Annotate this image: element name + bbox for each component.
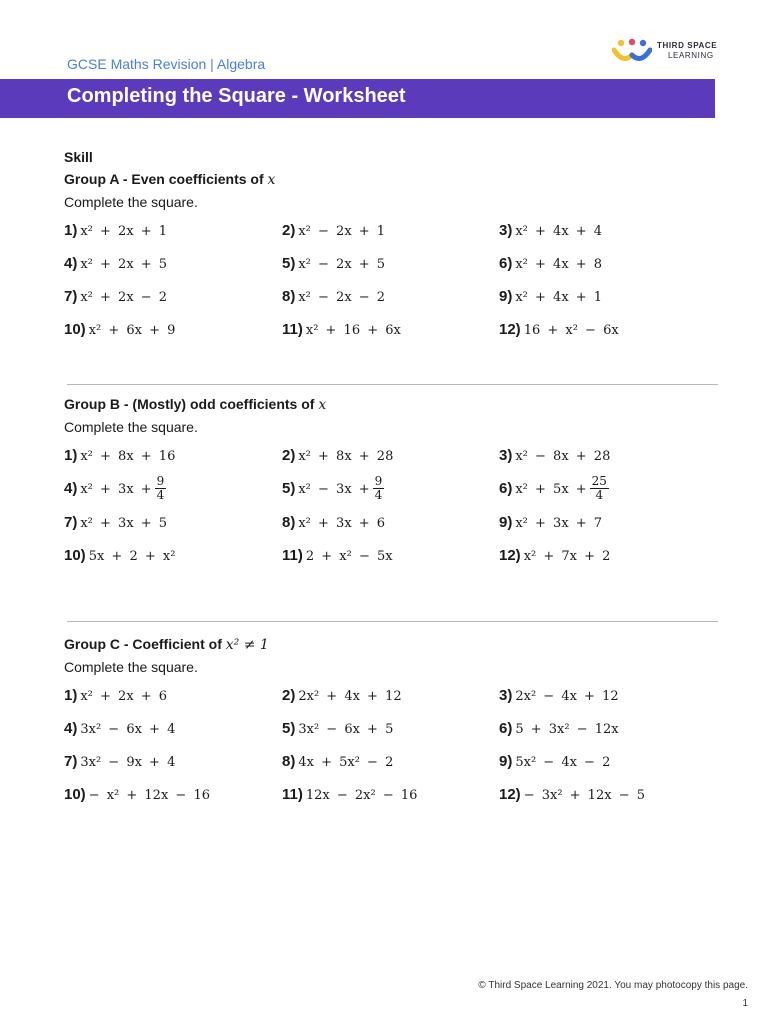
question-expression: x² + 16 + 6x	[305, 323, 401, 338]
page-title: Completing the Square - Worksheet	[67, 85, 406, 107]
question-number: 2)	[282, 687, 296, 704]
group-b-title	[64, 396, 724, 416]
question-item	[282, 283, 385, 312]
question-number: 6)	[499, 255, 513, 272]
question-item	[499, 781, 645, 810]
fraction-numerator: 9	[156, 474, 165, 489]
question-expression: x² + 8x + 16	[80, 449, 176, 464]
question-number: 3)	[499, 447, 513, 464]
group-b-instruction: Complete the square.	[64, 419, 198, 435]
question-number: 9)	[499, 514, 513, 531]
question-item	[64, 316, 175, 345]
question-item	[499, 250, 602, 279]
question-expression: 3x² − 9x + 4	[80, 755, 176, 770]
title-banner	[0, 79, 715, 118]
question-item	[64, 509, 167, 538]
page-number: 1	[742, 998, 748, 1009]
question-expression: x² − 2x − 2	[298, 290, 386, 305]
question-expression: − 3x² + 12x − 5	[523, 788, 645, 803]
question-expression: 4x + 5x² − 2	[298, 755, 394, 770]
question-item	[64, 715, 175, 744]
question-number: 8)	[282, 514, 296, 531]
question-row	[64, 217, 724, 250]
brand-logo	[612, 38, 732, 64]
question-expression: x² − 2x + 5	[298, 257, 386, 272]
question-expression: x² + 5x +	[515, 482, 587, 497]
fraction-numerator: 9	[374, 474, 383, 489]
fraction	[152, 475, 167, 502]
group-title-text: Group B - (Mostly) odd coefficients of	[64, 396, 319, 412]
question-item	[282, 542, 393, 571]
fraction-denominator: 4	[156, 488, 165, 503]
group-b-questions	[64, 442, 724, 575]
question-row	[64, 283, 724, 316]
question-number: 1)	[64, 687, 78, 704]
question-number: 8)	[282, 753, 296, 770]
question-number: 12)	[499, 321, 521, 338]
question-number: 9)	[499, 753, 513, 770]
question-expression: 2x² + 4x + 12	[298, 689, 402, 704]
question-expression: x² + 2x + 6	[80, 689, 168, 704]
question-expression: x² + 8x + 28	[298, 449, 394, 464]
question-number: 10)	[64, 547, 86, 564]
question-number: 2)	[282, 222, 296, 239]
question-expression: x² + 2x − 2	[80, 290, 168, 305]
question-row	[64, 316, 724, 349]
question-item	[64, 283, 167, 312]
question-number: 1)	[64, 222, 78, 239]
question-expression: 5x + 2 + x²	[88, 549, 176, 564]
question-item	[64, 542, 175, 571]
fraction-numerator: 25	[591, 474, 607, 489]
group-title-expression: x² ≠ 1	[225, 637, 269, 653]
group-c-title	[64, 636, 724, 656]
people-arc-logo-icon	[612, 38, 652, 64]
group-c-instruction: Complete the square.	[64, 659, 198, 675]
question-item	[282, 715, 393, 744]
question-number: 5)	[282, 720, 296, 737]
question-expression: x² + 2x + 1	[80, 224, 168, 239]
question-row	[64, 475, 724, 509]
question-expression: 5x² − 4x − 2	[515, 755, 611, 770]
brand-line-1: THIRD SPACE	[657, 41, 718, 50]
brand-name	[657, 41, 717, 61]
copyright-notice: © Third Space Learning 2021. You may photocopy this page.	[478, 980, 748, 991]
question-expression: x² − 3x +	[298, 482, 370, 497]
question-expression: x² + 6x + 9	[88, 323, 176, 338]
question-item	[282, 316, 401, 345]
question-number: 11)	[282, 786, 303, 803]
question-expression: 2x² − 4x + 12	[515, 689, 619, 704]
question-expression: 3x² − 6x + 5	[298, 722, 394, 737]
question-item	[282, 475, 384, 504]
question-number: 11)	[282, 321, 303, 338]
question-expression: 16 + x² − 6x	[523, 323, 619, 338]
question-number: 5)	[282, 480, 296, 497]
question-expression: 3x² − 6x + 4	[80, 722, 176, 737]
question-item	[499, 475, 609, 504]
question-row	[64, 509, 724, 542]
question-item	[499, 217, 602, 246]
group-title-variable: x	[318, 397, 327, 413]
question-expression: x² + 3x + 6	[298, 516, 386, 531]
question-number: 4)	[64, 255, 78, 272]
section-divider	[67, 384, 718, 385]
question-row	[64, 715, 724, 748]
question-expression: 2 + x² − 5x	[305, 549, 393, 564]
fraction-denominator: 4	[374, 488, 383, 503]
question-number: 6)	[499, 480, 513, 497]
section-divider	[67, 621, 718, 622]
question-expression: x² + 3x + 7	[515, 516, 603, 531]
group-title-text: Group A - Even coefficients of	[64, 171, 268, 187]
fraction	[370, 475, 385, 502]
question-row	[64, 682, 724, 715]
question-item	[282, 682, 402, 711]
question-number: 10)	[64, 321, 86, 338]
question-expression: x² − 2x + 1	[298, 224, 386, 239]
question-item	[282, 781, 417, 810]
question-expression: 12x − 2x² − 16	[305, 788, 418, 803]
question-expression: x² + 4x + 4	[515, 224, 603, 239]
question-number: 4)	[64, 480, 78, 497]
question-item	[499, 542, 610, 571]
skill-label: Skill	[64, 149, 93, 165]
question-item	[499, 715, 619, 744]
question-expression: x² + 4x + 1	[515, 290, 603, 305]
question-number: 7)	[64, 288, 78, 305]
brand-line-2: LEARNING	[668, 51, 714, 60]
question-number: 10)	[64, 786, 86, 803]
fraction	[587, 475, 609, 502]
question-number: 6)	[499, 720, 513, 737]
question-row	[64, 781, 724, 814]
question-item	[499, 283, 602, 312]
group-c-section	[64, 636, 724, 814]
question-item	[499, 748, 610, 777]
question-expression: 5 + 3x² − 12x	[515, 722, 619, 737]
fraction-denominator: 4	[595, 488, 604, 503]
question-item	[64, 781, 210, 810]
group-a-questions	[64, 217, 724, 349]
question-expression: − x² + 12x − 16	[88, 788, 210, 803]
question-number: 7)	[64, 753, 78, 770]
question-row	[64, 542, 724, 575]
question-number: 3)	[499, 687, 513, 704]
question-item	[499, 509, 602, 538]
question-item	[282, 217, 385, 246]
question-item	[282, 748, 393, 777]
question-number: 9)	[499, 288, 513, 305]
breadcrumb: GCSE Maths Revision | Algebra	[67, 56, 266, 72]
question-expression: x² + 2x + 5	[80, 257, 168, 272]
question-item	[64, 682, 167, 711]
question-number: 2)	[282, 447, 296, 464]
question-item	[499, 442, 610, 471]
question-item	[64, 748, 175, 777]
group-a-title	[64, 171, 724, 191]
group-a-section	[64, 149, 724, 349]
question-number: 12)	[499, 547, 521, 564]
question-item	[282, 509, 385, 538]
question-expression: x² + 3x +	[80, 482, 152, 497]
group-title-text: Group C - Coefficient of	[64, 636, 226, 652]
question-number: 8)	[282, 288, 296, 305]
question-number: 5)	[282, 255, 296, 272]
question-row	[64, 748, 724, 781]
group-b-section	[64, 396, 724, 575]
question-item	[64, 250, 167, 279]
question-item	[64, 217, 167, 246]
group-a-instruction: Complete the square.	[64, 194, 198, 210]
question-number: 7)	[64, 514, 78, 531]
question-item	[499, 316, 619, 345]
question-expression: x² + 3x + 5	[80, 516, 168, 531]
question-item	[282, 250, 385, 279]
question-expression: x² + 7x + 2	[523, 549, 611, 564]
question-number: 3)	[499, 222, 513, 239]
question-row	[64, 250, 724, 283]
group-c-questions	[64, 682, 724, 814]
question-item	[64, 442, 175, 471]
question-number: 12)	[499, 786, 521, 803]
question-item	[282, 442, 393, 471]
question-number: 4)	[64, 720, 78, 737]
question-expression: x² + 4x + 8	[515, 257, 603, 272]
question-expression: x² − 8x + 28	[515, 449, 611, 464]
group-title-variable: x	[267, 172, 276, 188]
question-row	[64, 442, 724, 475]
question-number: 11)	[282, 547, 303, 564]
question-item	[499, 682, 619, 711]
question-item	[64, 475, 166, 504]
question-number: 1)	[64, 447, 78, 464]
